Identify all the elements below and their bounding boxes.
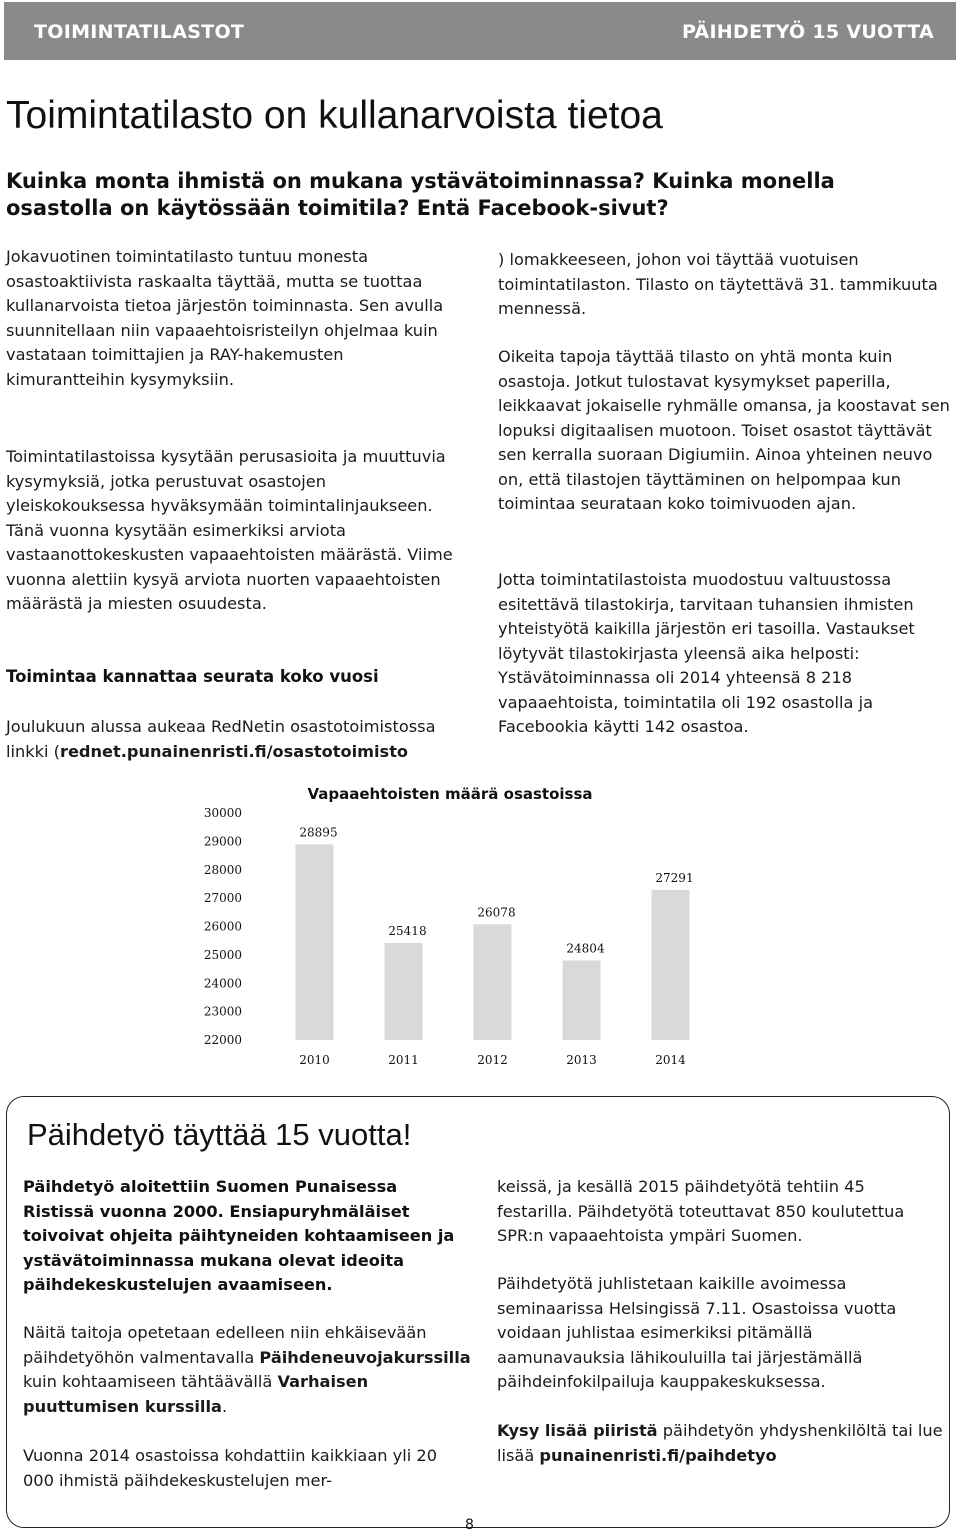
x-tick-label: 2013 [566, 1053, 597, 1067]
bar [296, 844, 334, 1040]
volunteers-bar-chart [160, 775, 720, 1080]
y-tick-label: 30000 [203, 806, 242, 820]
y-tick-label: 24000 [203, 976, 242, 991]
y-tick-label: 23000 [203, 1004, 242, 1019]
bar [563, 960, 601, 1040]
paragraph-1: Jokavuotinen toimintatilasto tuntuu monesta osastoaktiivista raskaalta täyttää, mutta se tuottaa kullanarvoista tietoa järjestön toiminnasta. Sen avulla suunnitellaan niin vapaaehtoisristeilyn ohjelmaa kuin vastataan toimittajien ja RAY-hakemusten kimurantteihin kysymyksiin. [6, 247, 444, 389]
y-tick-label: 27000 [203, 891, 242, 906]
paragraph-3-part-2: ) lomakkeeseen, johon voi täyttää vuotuisen toimintatilaston. Tilasto on täytettävä 31. tammikuuta mennessä. [498, 250, 938, 318]
article-headline: Toimintatilasto on kullanarvoista tietoa [6, 94, 663, 137]
bar [385, 943, 423, 1040]
text-run: Näitä taitoja opetetaan edelleen niin ehkäisevään päihdetyöhön valmentavalla [23, 1323, 427, 1367]
y-tick-label: 29000 [203, 834, 242, 849]
data-label: 25418 [388, 924, 427, 939]
info-box-paragraph-5 [497, 1419, 945, 1468]
course-name: Varhaisen puuttumisen kurssilla [23, 1372, 369, 1416]
data-label: 24804 [566, 941, 605, 956]
ask-more-text: Kysy lisää piiristä [497, 1421, 658, 1440]
text-run: . [221, 1396, 228, 1416]
x-axis-ticks [299, 1053, 686, 1067]
series-label: PÄIHDETYÖ 15 VUOTTA [681, 21, 934, 43]
info-box-paragraph-4: Päihdetyötä juhlistetaan kaikille avoimessa seminaarissa Helsingissä 7.11. Osastoissa vuotta voidaan juhlistaa esimerkiksi pitämällä aamunavauksia lähikouluilla tai järjestämällä päihdeinfokilpailuja kauppakeskuksessa. [497, 1274, 897, 1391]
paragraph-5: Jotta toimintatilastoista muodostuu valtuustossa esitettävä tilastokirja, tarvitaan tuhansien ihmisten yhteistyötä kaikilla järjestön eri tasoilla. Vastaukset löytyvät tilastokirjasta yleensä aika helposti: Ystävätoiminnassa oli 2014 yhteensä 8 218 vapaaehtoista, toimintatila oli 192 osastolla ja Facebookia käytti 142 osastoa. [498, 570, 915, 736]
y-tick-label: 25000 [203, 947, 242, 962]
bar [652, 890, 690, 1040]
section-label: TOIMINTATILASTOT [34, 21, 245, 43]
paihdetyo-link[interactable]: punainenristi.fi/paihdetyo [539, 1445, 777, 1465]
info-box-paragraph-3-part-1: Vuonna 2014 osastoissa kohdattiin kaikkiaan yli 20 000 ihmistä päihdekeskustelujen mer- [23, 1446, 437, 1490]
x-tick-label: 2012 [477, 1053, 508, 1067]
x-tick-label: 2014 [655, 1053, 686, 1067]
rednet-link[interactable]: rednet.punainenristi.fi/osastotoimisto [59, 741, 409, 761]
page-number: 8 [465, 1517, 474, 1533]
text-run: kuin kohtaamiseen tähtäävällä [23, 1372, 278, 1391]
bars [296, 844, 690, 1040]
data-label: 26078 [477, 905, 516, 920]
paragraph-2: Toimintatilastoissa kysytään perusasioita ja muuttuvia kysymyksiä, jotka perustuvat osastojen yleiskokouksessa hyväksymään toimintalinjaukseen. Tänä vuonna kysytään esimerkiksi arviota vastaanottokeskusten vapaaehtoisten määrästä. Viime vuonna alettiin kysyä arviota nuorten vapaaehtoisten määrästä ja miesten osuudesta. [6, 447, 453, 613]
article-lead: Kuinka monta ihmistä on mukana ystävätoiminnassa? Kuinka monella osastolla on käytössään toimitila? Entä Facebook-sivut? [6, 169, 835, 220]
article-subhead: Toimintaa kannattaa seurata koko vuosi [6, 667, 379, 686]
paragraph-4: Oikeita tapoja täyttää tilasto on yhtä monta kuin osastoja. Jotkut tulostavat kysymykset paperilla, leikkaavat jokaiselle ryhmälle omansa, ja koostavat sen lopuksi digitaalisen muotoon. Toiset osastot täyttävät sen kerralla suoraan Digiumiin. Ainoa yhteinen neuvo on, että tilastojen täyttäminen on helpompaa kun toimintaa seurataan koko toimivuoden ajan. [498, 347, 950, 513]
paragraph-3-part-1 [6, 715, 461, 764]
info-box-paragraph-2 [23, 1321, 473, 1419]
x-tick-label: 2011 [388, 1053, 419, 1067]
x-tick-label: 2010 [299, 1053, 330, 1067]
paragraph-3-pre: Joulukuun alussa aukeaa RedNetin osastotoimistossa linkki ( [6, 717, 436, 761]
info-box-title: Päihdetyö täyttää 15 vuotta! [27, 1117, 412, 1152]
course-name: Päihdeneuvojakurssilla [259, 1347, 471, 1367]
y-axis-ticks [204, 806, 242, 1047]
chart-title: Vapaaehtoisten määrä osastoissa [307, 785, 593, 803]
section-header-bar [4, 2, 956, 60]
y-tick-label: 22000 [203, 1033, 242, 1047]
y-tick-label: 26000 [203, 919, 242, 934]
bar [474, 924, 512, 1040]
text-run: päihdetyön yhdyshenkilöltä tai lue lisää [497, 1421, 943, 1465]
data-label: 27291 [655, 870, 694, 885]
y-tick-label: 28000 [203, 862, 242, 877]
info-box-paragraph-3: keissä, ja kesällä 2015 päihdetyötä tehtiin 45 festarilla. Päihdetyötä toteuttavat 850 koulutettua SPR:n vapaaehtoista ympäri Suomen. [497, 1177, 905, 1245]
info-box-intro: Päihdetyö aloitettiin Suomen Punaisessa Ristissä vuonna 2000. Ensiapuryhmäläiset toivoivat ohjeita päihtyneiden kohtaamiseen ja ystävätoiminnassa mukana olevat ideoita päihdekeskustelujen avaamiseen. [23, 1177, 455, 1294]
info-box [6, 1096, 950, 1528]
data-label: 28895 [299, 825, 338, 840]
